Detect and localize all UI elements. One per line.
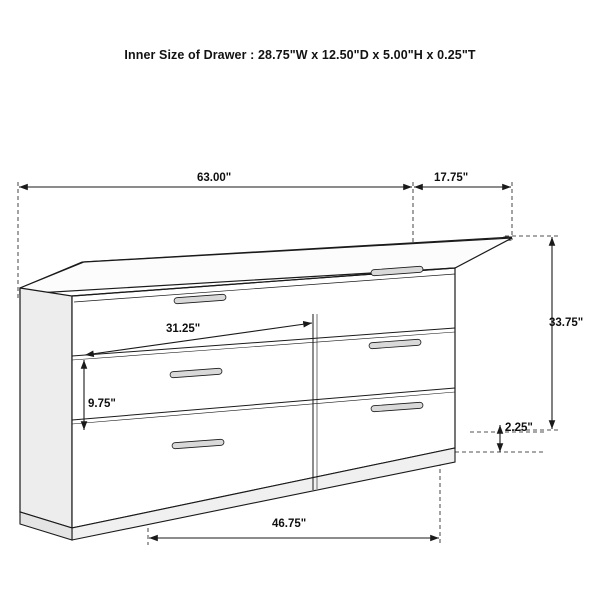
dresser-body: [20, 237, 512, 540]
page-title: Inner Size of Drawer : 28.75"W x 12.50"D x 5.00"H x 0.25"T: [124, 48, 476, 62]
dresser-left-side: [20, 288, 72, 528]
dim-label-drawer-front-width: 31.25": [166, 323, 201, 335]
dim-label-base-height: 2.25": [505, 422, 533, 434]
dim-label-depth: 17.75": [434, 172, 469, 184]
dim-label-overall-width: 63.00": [197, 172, 232, 184]
dim-label-drawer-front-height: 9.75": [88, 398, 116, 410]
dim-label-base-width: 46.75": [272, 518, 307, 530]
dim-label-overall-height: 33.75": [549, 317, 584, 329]
